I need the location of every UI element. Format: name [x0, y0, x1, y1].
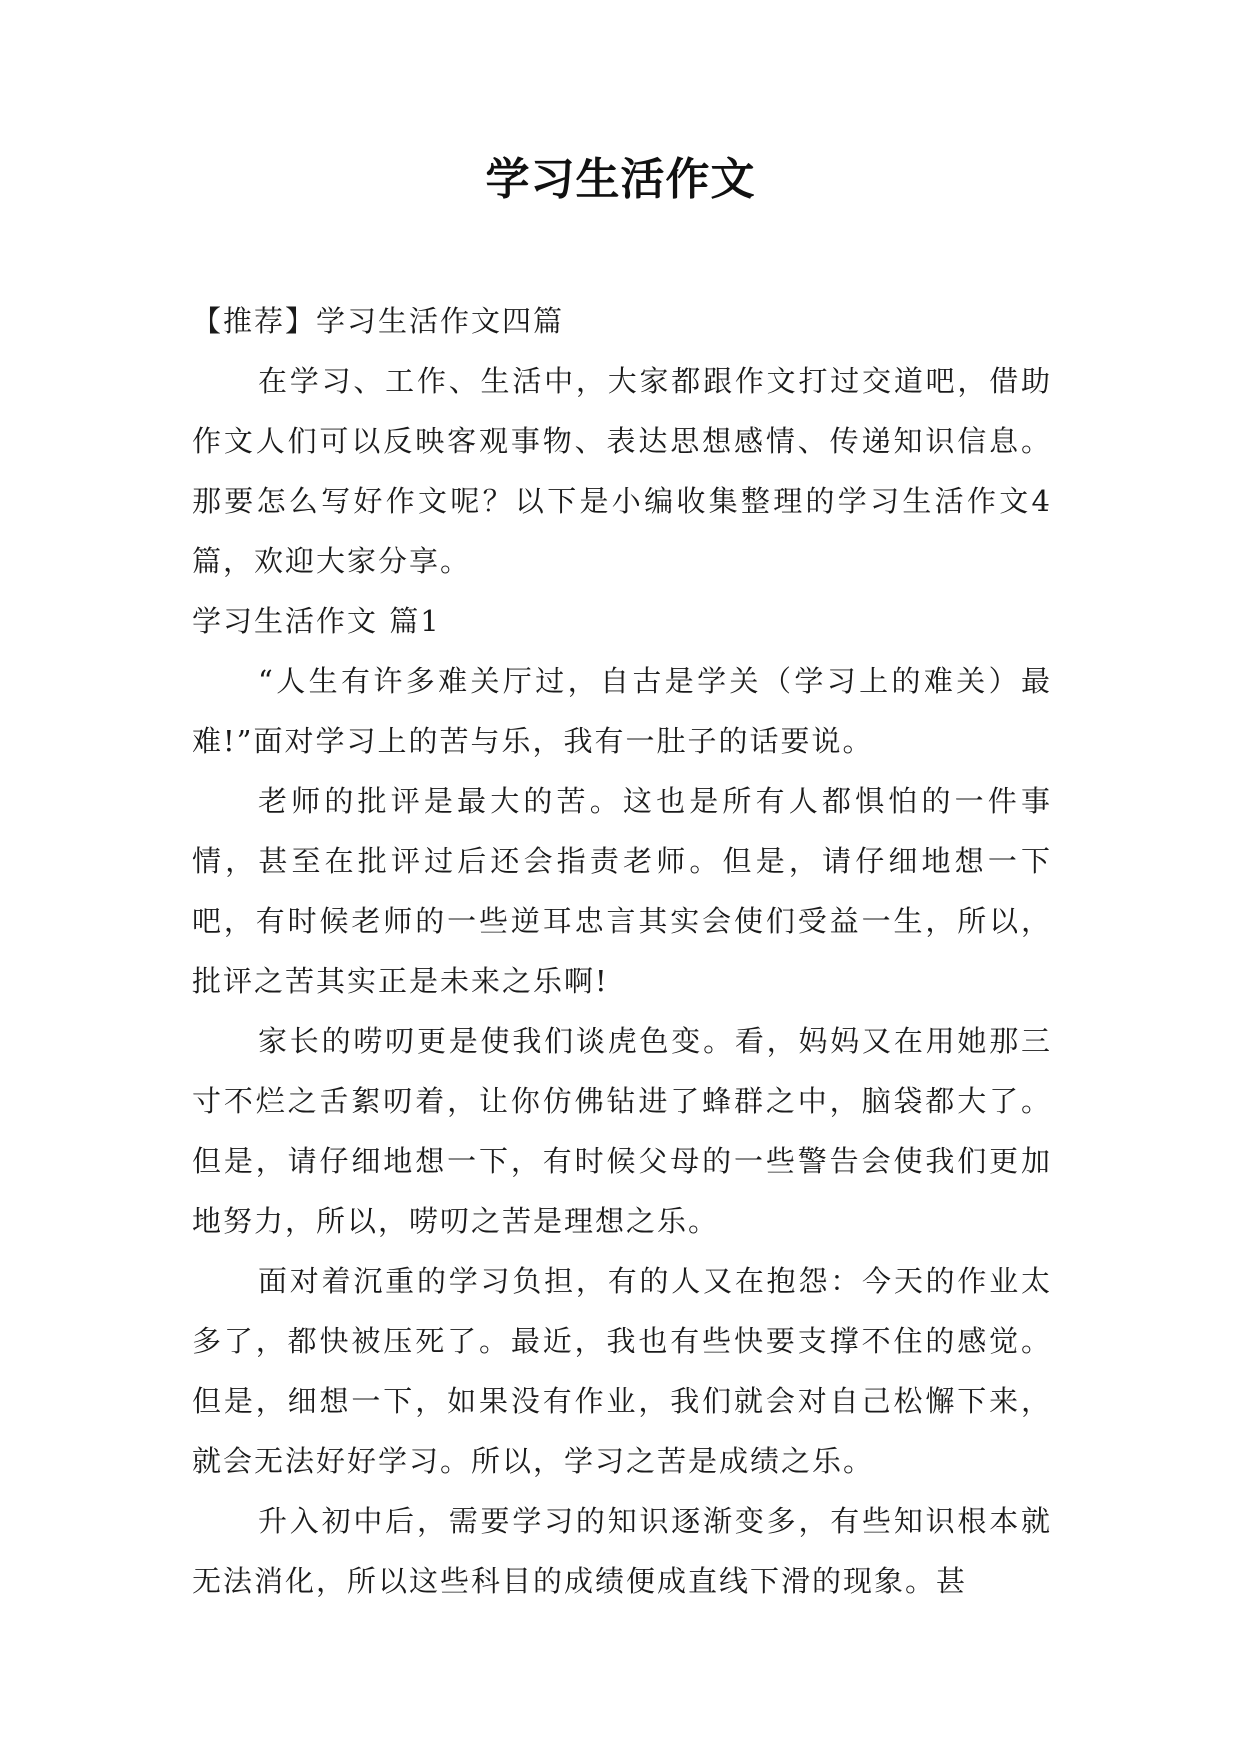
essay-paragraph-1: “人生有许多难关厅过，自古是学关（学习上的难关）最难!”面对学习上的苦与乐，我有一肚子的话要说。	[192, 664, 1052, 758]
intro-paragraph: 在学习、工作、生活中，大家都跟作文打过交道吧，借助作文人们可以反映客观事物、表达思想感情、传递知识信息。那要怎么写好作文呢？以下是小编收集整理的学习生活作文4篇，欢迎大家分享。	[192, 364, 1052, 578]
essay-heading: 学习生活作文 篇1	[192, 604, 441, 638]
recommend-heading: 【推荐】学习生活作文四篇	[192, 304, 565, 338]
essay-paragraph-3: 家长的唠叨更是使我们谈虎色变。看，妈妈又在用她那三寸不烂之舌絮叨着，让你仿佛钻进了蜂群之中，脑袋都大了。但是，请仔细地想一下，有时候父母的一些警告会使我们更加地努力，所以，唠叨之苦是理想之乐。	[192, 1024, 1052, 1238]
essay-paragraph-4: 面对着沉重的学习负担，有的人又在抱怨：今天的作业太多了，都快被压死了。最近，我也有些快要支撑不住的感觉。但是，细想一下，如果没有作业，我们就会对自己松懈下来，就会无法好好学习。所以，学习之苦是成绩之乐。	[192, 1264, 1052, 1478]
document-body	[192, 291, 1052, 1611]
essay-paragraph-2: 老师的批评是最大的苦。这也是所有人都惧怕的一件事情，甚至在批评过后还会指责老师。但是，请仔细地想一下吧，有时候老师的一些逆耳忠言其实会使们受益一生，所以，批评之苦其实正是未来之乐啊!	[192, 784, 1052, 998]
essay-paragraph-5: 升入初中后，需要学习的知识逐渐变多，有些知识根本就无法消化，所以这些科目的成绩便成直线下滑的现象。甚	[192, 1504, 1052, 1598]
document-title: 学习生活作文	[485, 154, 756, 205]
